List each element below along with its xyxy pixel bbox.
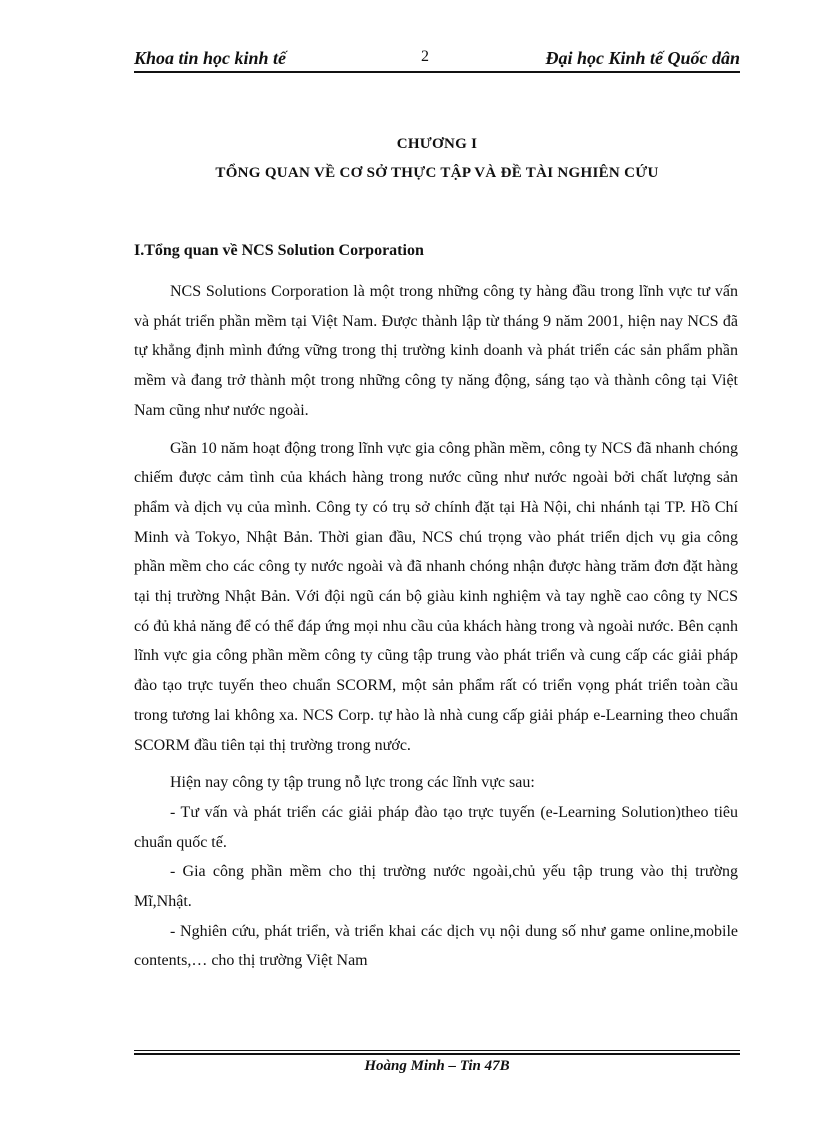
chapter-label: CHƯƠNG I xyxy=(396,136,478,152)
footer-rule-thick xyxy=(134,1053,740,1055)
list-item: - Tư vấn và phát triển các giải pháp đào tạo trực tuyến (e-Learning Solution)theo tiêu chuẩn quốc tế. xyxy=(134,803,738,851)
page-number: 2 xyxy=(421,48,429,65)
document-body xyxy=(134,277,738,976)
header-rule xyxy=(134,71,740,73)
page-footer: Hoàng Minh – Tin 47B xyxy=(364,1058,510,1074)
paragraph: Hiện nay công ty tập trung nỗ lực trong các lĩnh vực sau: xyxy=(170,774,535,792)
header-university: Đại học Kinh tế Quốc dân xyxy=(545,48,740,68)
chapter-title: TỔNG QUAN VỀ CƠ SỞ THỰC TẬP VÀ ĐỀ TÀI NGHIÊN CỨU xyxy=(215,165,659,181)
section-heading: I.Tổng quan về NCS Solution Corporation xyxy=(134,242,424,259)
footer-rule xyxy=(134,1050,740,1051)
list-item: - Gia công phần mềm cho thị trường nước ngoài,chủ yếu tập trung vào thị trường Mĩ,Nhật. xyxy=(134,863,738,911)
paragraph: NCS Solutions Corporation là một trong những công ty hàng đầu trong lĩnh vực tư vấn và phát triển phần mềm tại Việt Nam. Được thành lập từ tháng 9 năm 2001, hiện nay NCS đã tự khẳng định mình đứng vững trong thị trường kinh doanh và phát triển các sản phẩm phần mềm và đang trở thành một trong những công ty năng động, sáng tạo và thành công tại Việt Nam cũng như nước ngoài. xyxy=(134,283,738,419)
header-faculty: Khoa tin học kinh tế xyxy=(134,48,287,68)
page-header xyxy=(134,48,740,72)
paragraph: Gần 10 năm hoạt động trong lĩnh vực gia công phần mềm, công ty NCS đã nhanh chóng chiếm được cảm tình của khách hàng trong nước cũng như nước ngoài bởi chất lượng sản phẩm và dịch vụ của mình. Công ty có trụ sở chính đặt tại Hà Nội, chi nhánh tại TP. Hồ Chí Minh và Tokyo, Nhật Bản. Thời gian đầu, NCS chú trọng vào phát triển dịch vụ gia công phần mềm cho các công ty nước ngoài và đã nhanh chóng nhận được hàng trăm đơn đặt hàng tại thị trường Nhật Bản. Với đội ngũ cán bộ giàu kinh nghiệm và tay nghề cao công ty NCS có đủ khả năng để có thể đáp ứng mọi nhu cầu của khách hàng trong và ngoài nước. Bên cạnh lĩnh vực gia công phần mềm công ty cũng tập trung vào phát triển và cung cấp các giải pháp đào tạo trực tuyến theo chuẩn SCORM, một sản phẩm rất có triển vọng phát triển toàn cầu trong tương lai không xa. NCS Corp. tự hào là nhà cung cấp giải pháp e-Learning theo chuẩn SCORM đầu tiên tại thị trường trong nước. xyxy=(134,439,738,754)
list-item: - Nghiên cứu, phát triển, và triển khai các dịch vụ nội dung số như game online,mobile contents,… cho thị trường Việt Nam xyxy=(134,922,738,970)
